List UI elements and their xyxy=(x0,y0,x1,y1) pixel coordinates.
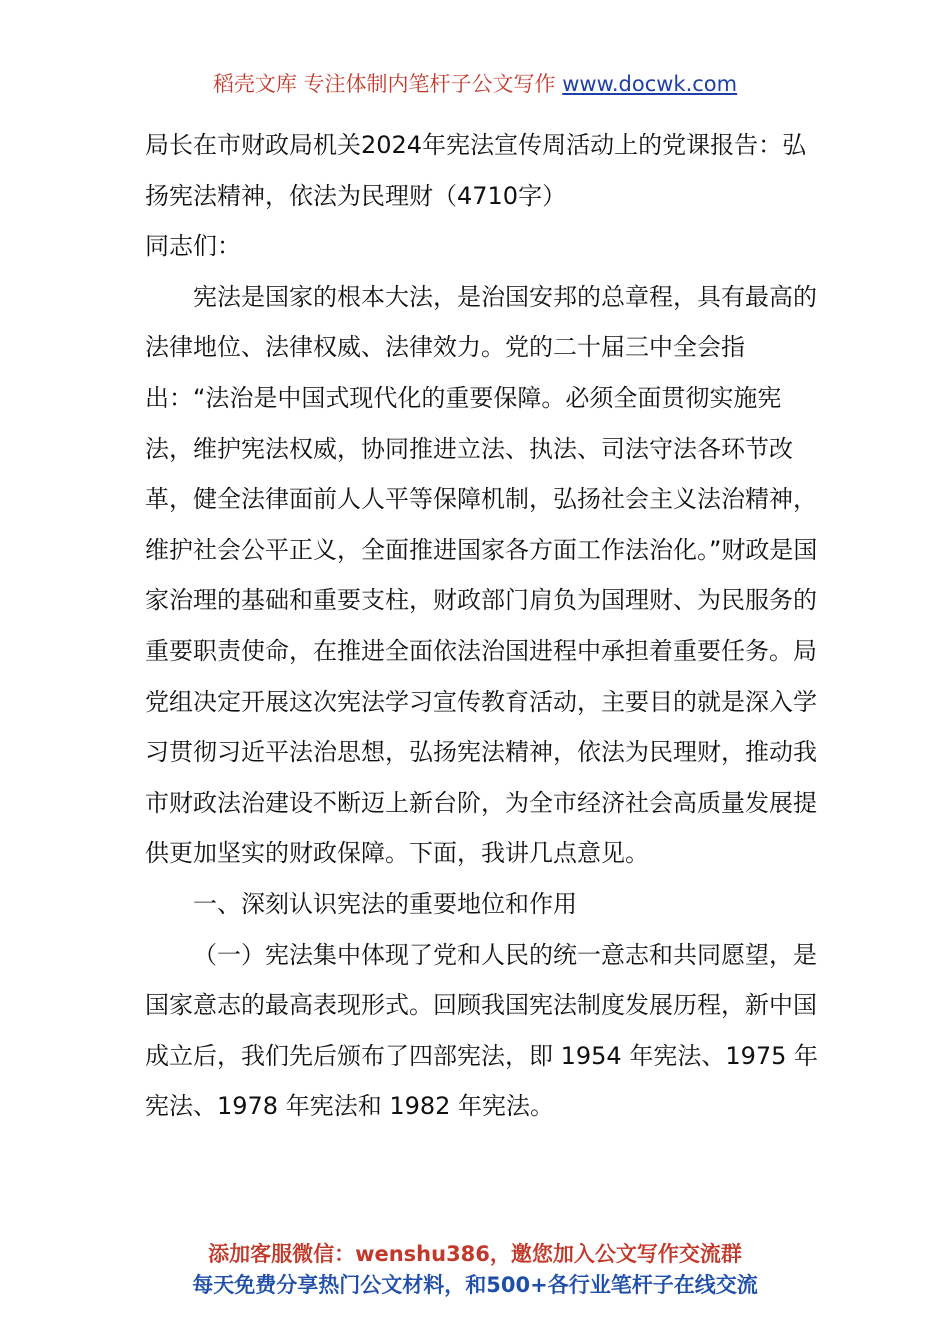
site-link[interactable]: www.docwk.com xyxy=(562,72,738,96)
document-title: 局长在市财政局机关2024年宪法宣传周活动上的党课报告：弘扬宪法精神，依法为民理财（4710字） xyxy=(145,131,807,210)
promo-footer xyxy=(0,1239,950,1301)
brand-text: 稻壳文库 专注体制内笔杆子公文写作 xyxy=(212,72,556,96)
promo-line-wechat: 添加客服微信：wenshu386，邀您加入公文写作交流群 xyxy=(208,1242,742,1266)
subsection-paragraph: （一）宪法集中体现了党和人民的统一意志和共同愿望，是国家意志的最高表现形式。回顾我国宪法制度发展历程，新中国成立后，我们先后颁布了四部宪法，即 1954 年宪法、1975 年宪法、1978 年宪法和 1982 年宪法。 xyxy=(145,940,819,1121)
watermark-header xyxy=(0,70,950,98)
salutation: 同志们： xyxy=(145,232,241,261)
document-body xyxy=(145,120,820,1132)
promo-line-share: 每天免费分享热门公文材料，和500+各行业笔杆子在线交流 xyxy=(192,1273,758,1297)
body-paragraph: 宪法是国家的根本大法，是治国安邦的总章程，具有最高的法律地位、法律权威、法律效力。党的二十届三中全会指出：“法治是中国式现代化的重要保障。必须全面贯彻实施宪法，维护宪法权威，协同推进立法、执法、司法守法各环节改革，健全法律面前人人平等保障机制，弘扬社会主义法治精神，维护社会公平正义，全面推进国家各方面工作法治化。”财政是国家治理的基础和重要支柱，财政部门肩负为国理财、为民服务的重要职责使命，在推进全面依法治国进程中承担着重要任务。局党组决定开展这次宪法学习宣传教育活动，主要目的就是深入学习贯彻习近平法治思想，弘扬宪法精神，依法为民理财，推动我市财政法治建设不断迈上新台阶，为全市经济社会高质量发展提供更加坚实的财政保障。下面，我讲几点意见。 xyxy=(145,282,818,868)
section-heading: 一、深刻认识宪法的重要地位和作用 xyxy=(193,889,577,918)
